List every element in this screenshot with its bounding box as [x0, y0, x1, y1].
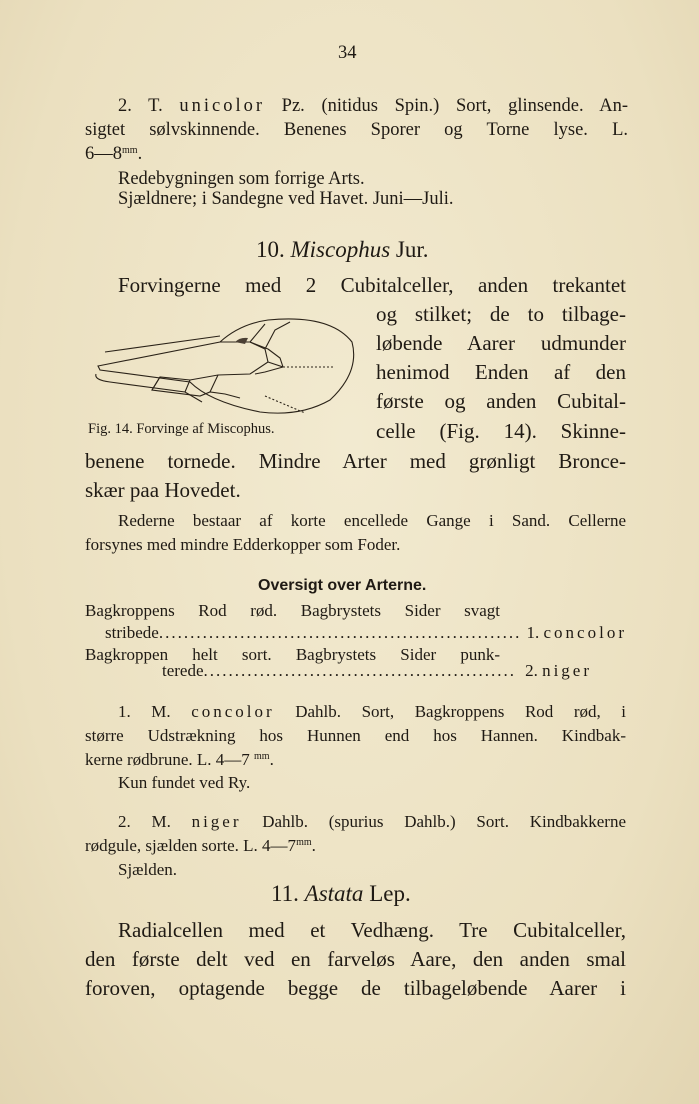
key-entry-line: Bagkroppens Rod rød. Bagbrystets Sider svagt [85, 601, 500, 620]
species-number: 2. T. [118, 96, 163, 116]
concolor-line-1 [118, 703, 626, 720]
species-description: Dahlb. (spurius Dahlb.) Sort. Kindbakkerne [262, 812, 626, 831]
key-entry-leader [162, 662, 592, 679]
species-description: kerne rødbrune. L. 4—7 [85, 750, 250, 769]
key-result-number: 2. [525, 661, 538, 680]
size-value: 6—8 [85, 144, 122, 164]
unicolor-line-2: sigtet sølvskinnende. Benenes Sporer og Torne lyse. L. [85, 120, 628, 140]
key-title: Oversigt over Arterne. [258, 577, 427, 594]
key-entry-text: terede [162, 661, 204, 680]
genus-number: 11. [271, 881, 299, 906]
genus-name: Astata [304, 881, 364, 906]
unicolor-size [85, 145, 142, 164]
punct: . [311, 836, 316, 855]
niger-line-2 [85, 837, 316, 854]
genus-author: Lep. [369, 881, 411, 906]
figure-caption: Fig. 14. Forvinge af Miscophus. [88, 421, 275, 437]
dot-leader [159, 624, 519, 641]
species-number: 2. M. [118, 812, 171, 831]
miscophus-text-line: løbende Aarer udmunder [376, 331, 626, 355]
genus-author: Jur. [395, 237, 429, 262]
species-name: concolor [191, 702, 275, 721]
genus-heading-astata [271, 882, 411, 905]
size-unit: mm [122, 145, 138, 156]
size-unit: mm [254, 751, 270, 762]
miscophus-text-line: henimod Enden af den [376, 360, 626, 384]
unicolor-line-1 [118, 97, 628, 116]
key-entry-line: Bagkroppen helt sort. Bagbrystets Sider punk- [85, 645, 500, 664]
concolor-occurrence: Kun fundet ved Ry. [118, 773, 251, 792]
size-unit: mm [296, 837, 312, 848]
niger-occurrence: Sjælden. [118, 860, 178, 879]
miscophus-text-line: skær paa Hovedet. [85, 478, 241, 502]
astata-text-line: foroven, optagende begge de tilbageløbende Aarer i [85, 976, 626, 1000]
key-entry-leader [105, 624, 627, 641]
key-entry-text: stribede [105, 623, 159, 642]
miscophus-text-line: benene tornede. Mindre Arter med grønligt Bronce- [85, 449, 626, 473]
species-description: Pz. (nitidus Spin.) Sort, glinsende. An- [281, 96, 628, 116]
punct: . [137, 144, 143, 164]
genus-number: 10. [256, 237, 285, 262]
miscophus-nest-line: Rederne bestaar af korte encellede Gange i Sand. Cellerne [118, 511, 626, 530]
astata-text-line: den første delt ved en farveløs Aare, den anden smal [85, 947, 626, 971]
key-result-name: niger [542, 661, 592, 680]
concolor-line-2: større Udstrækning hos Hunnen end hos Hannen. Kindbak- [85, 726, 626, 745]
species-description: rødgule, sjælden sorte. L. 4—7 [85, 836, 297, 855]
miscophus-text-line: første og anden Cubital- [376, 389, 626, 413]
unicolor-nest: Redebygningen som forrige Arts. [118, 169, 365, 189]
wing-figure [90, 312, 370, 417]
niger-line-1 [118, 813, 626, 830]
species-name: unicolor [179, 96, 266, 116]
key-result-number: 1. [526, 623, 540, 642]
genus-name: Miscophus [290, 237, 391, 262]
species-name: niger [191, 812, 242, 831]
unicolor-occurrence: Sjældnere; i Sandegne ved Havet. Juni—Juli. [118, 189, 454, 209]
page-number: 34 [338, 43, 357, 63]
astata-text-line: Radialcellen med et Vedhæng. Tre Cubitalceller, [118, 918, 626, 942]
dot-leader [204, 662, 518, 679]
punct: . [269, 750, 274, 769]
miscophus-text-line: celle (Fig. 14). Skinne- [376, 419, 626, 443]
species-number: 1. M. [118, 702, 171, 721]
miscophus-nest-line: forsynes med mindre Edderkopper som Foder. [85, 535, 401, 554]
key-result-name: concolor [543, 623, 627, 642]
miscophus-text-line: Forvingerne med 2 Cubitalceller, anden trekantet [118, 273, 626, 297]
miscophus-text-line: og stilket; de to tilbage- [376, 302, 626, 326]
concolor-line-3 [85, 751, 274, 768]
species-description: Dahlb. Sort, Bagkroppens Rod rød, i [295, 702, 626, 721]
genus-heading-miscophus [256, 238, 429, 261]
